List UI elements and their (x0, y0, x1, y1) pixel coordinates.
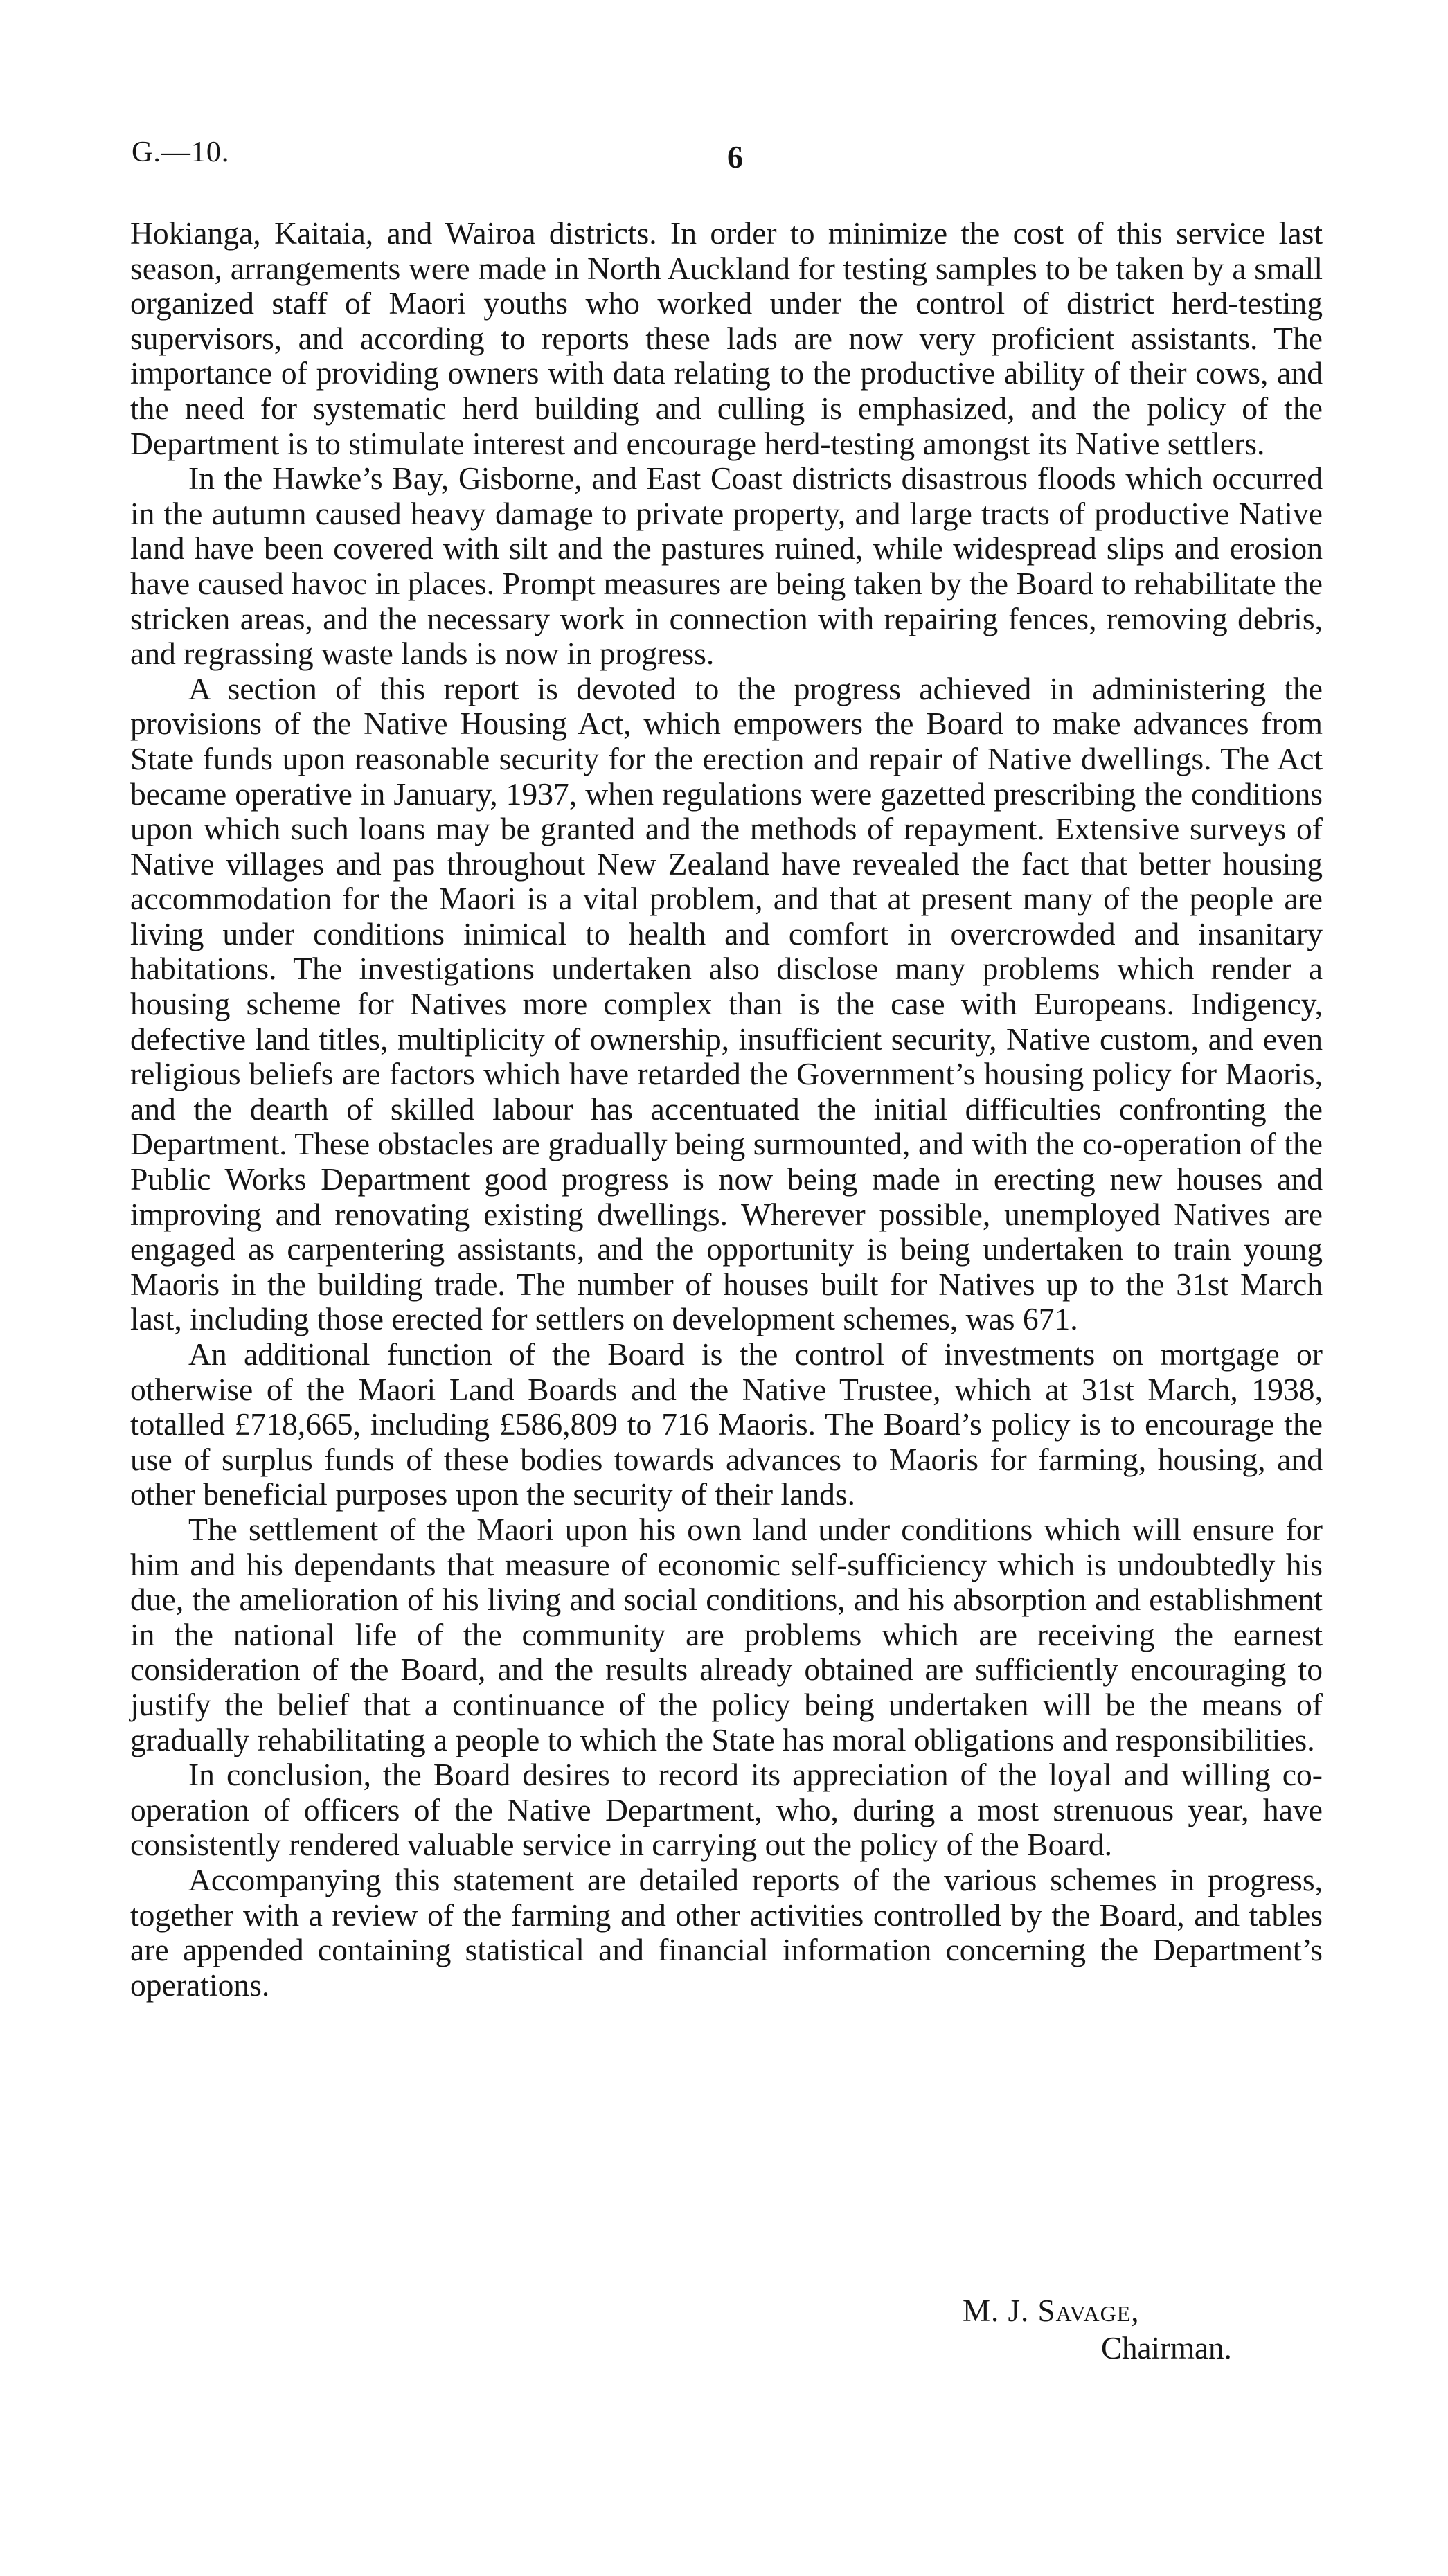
paragraph-investments: An additional function of the Board is the control of investments on mortgage or otherwise of the Maori Land Boards and the Native Trustee, which at 31st March, 1938, totalled £718,665, including £586,809 to 716 Maoris. The Board’s policy is to encourage the use of surplus funds of these bodies towards advances to Maoris for farming, housing, and other beneficial purposes upon the security of their lands. (130, 1336, 1323, 1512)
signature-block (963, 2292, 1323, 2367)
paragraph-native-housing: A section of this report is devoted to the progress achieved in administering the provisions of the Native Housing Act, which empowers the Board to make advances from State funds upon reasonable security for the erection and repair of Native dwellings. The Act became operative in January, 1937, when regulations were gazetted prescribing the conditions upon which such loans may be granted and the methods of repayment. Extensive surveys of Native villages and pas throughout New Zealand have revealed the fact that better housing accommodation for the Maori is a vital problem, and that at present many of the people are living under conditions inimical to health and comfort in overcrowded and insanitary habitations. The investigations undertaken also disclose many problems which render a housing scheme for Natives more complex than is the case with Europeans. Indigency, defective land titles, multiplicity of ownership, insufficient security, Native custom, and even religious beliefs are factors which have retarded the Government’s housing policy for Maoris, and the dearth of skilled labour has accentuated the initial difficulties confronting the Department. These obstacles are gradually being surmounted, and with the co-operation of the Public Works Department good progress is now being made in erecting new houses and improving and renovating existing dwellings. Wherever possible, unemployed Natives are engaged as carpentering assistants, and the opportunity is being undertaken to train young Maoris in the building trade. The number of houses built for Natives up to the 31st March last, including those erected for settlers on development schemes, was 671. (130, 670, 1323, 1337)
page-header (132, 136, 1316, 177)
paragraph-conclusion: In conclusion, the Board desires to record its appreciation of the loyal and willing co-operation of officers of the Native Department, who, during a most strenuous year, have consistently rendered valuable service in carrying out the policy of the Board. (130, 1757, 1323, 1863)
document-reference: G.—10. (132, 136, 230, 168)
report-body (130, 216, 1323, 2003)
paragraph-herd-testing: Hokianga, Kaitaia, and Wairoa districts. In order to minimize the cost of this service last season, arrangements were made in North Auckland for testing samples to be taken by a small organized staff of Maori youths who worked under the control of district herd-testing supervisors, and according to reports these lads are now very proficient assistants. The importance of providing owners with data relating to the productive ability of their cows, and the need for systematic herd building and culling is emphasized, and the policy of the Department is to stimulate interest and encourage herd-testing amongst its Native settlers. (130, 215, 1323, 461)
paragraph-settlement: The settlement of the Maori upon his own land under conditions which will ensure for him and his dependants that measure of economic self-sufficiency which is undoubtedly his due, the amelioration of his living and social conditions, and his absorption and establishment in the national life of the community are problems which are receiving the earnest consideration of the Board, and the results already obtained are sufficiently encouraging to justify the belief that a continuance of the policy being undertaken will be the means of gradually rehabilitating a people to which the State has moral obligations and responsibilities. (130, 1511, 1323, 1757)
paragraph-accompanying-reports: Accompanying this statement are detailed reports of the various schemes in progress, together with a review of the farming and other activities controlled by the Board, and tables are appended containing statistical and financial information concerning the Department’s operations. (130, 1861, 1323, 2003)
paragraph-floods: In the Hawke’s Bay, Gisborne, and East Coast districts disastrous floods which occurred in the autumn caused heavy damage to private property, and large tracts of productive Native land have been covered with silt and the pastures ruined, while widespread slips and erosion have caused havoc in places. Prompt measures are being taken by the Board to rehabilitate the stricken areas, and the necessary work in connection with repairing fences, removing debris, and regrassing waste lands is now in progress. (130, 460, 1323, 672)
signatory-title: Chairman. (1101, 2331, 1232, 2365)
page-number: 6 (727, 139, 743, 175)
signatory-name: M. J. Savage, (963, 2293, 1140, 2328)
